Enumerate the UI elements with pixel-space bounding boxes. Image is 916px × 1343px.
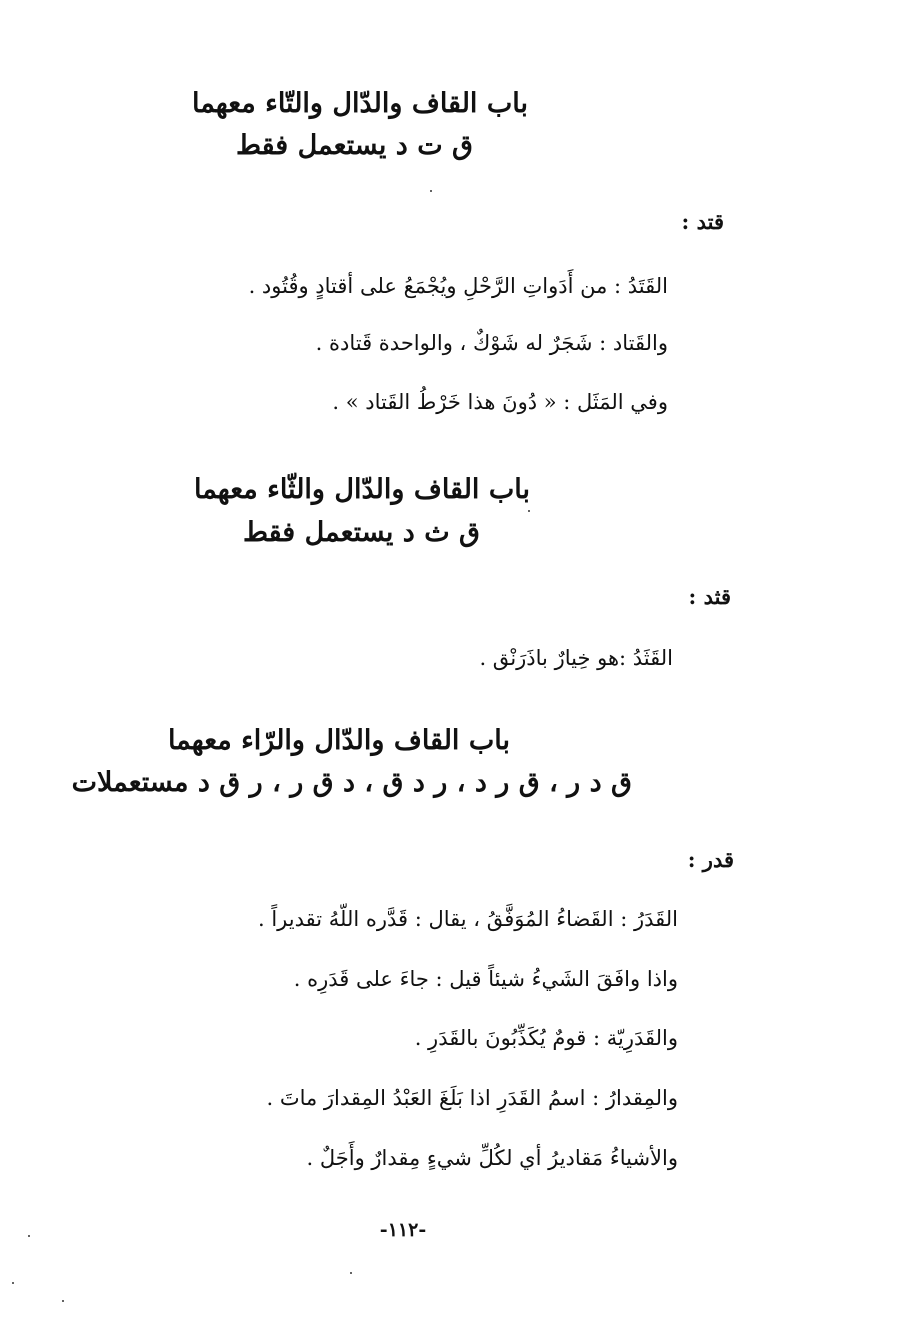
scan-speck — [350, 1272, 352, 1274]
entry-line: القَثَدُ :هو خِيارٌ باذَرَنْق . — [479, 646, 673, 670]
section-subheading: ق ت د يستعمل فقط — [235, 130, 473, 161]
entry-line: القَتَدُ : من أَدَواتِ الرَّحْلِ ويُجْمَعُ على أقتادٍ وقُتُود . — [248, 274, 668, 298]
scan-speck — [528, 510, 530, 512]
section-subheading: ق ث د يستعمل فقط — [242, 517, 480, 548]
entry-line: والقَتاد : شَجَرٌ له شَوْكٌ ، والواحدة قَتادة . — [315, 331, 668, 355]
entry-line: والأشياءُ مَقاديرُ أي لكُلِّ شيءٍ مِقدارٌ وأَجَلٌ . — [306, 1146, 678, 1170]
page-number: -١١٢- — [379, 1219, 427, 1241]
scan-speck — [12, 1282, 14, 1284]
entry-title: قثد : — [688, 584, 731, 609]
section-subheading: ق د ر ، ق ر د ، ر د ق ، د ق ر ، ر ق د مستعملات — [71, 767, 632, 798]
scan-speck — [28, 1235, 30, 1237]
entry-line: القَدَرُ : القَضاءُ المُوَفَّقُ ، يقال : قَدَّره اللّهُ تقديراً . — [257, 907, 678, 931]
entry-title: قدر : — [687, 847, 734, 872]
entry-title: قتد : — [681, 209, 724, 234]
scan-speck — [430, 190, 432, 192]
entry-line: وفي المَثَل : « دُونَ هذا خَرْطُ القَتاد » . — [332, 390, 668, 414]
section-heading: باب القاف والدّال والرّاء معهما — [167, 725, 510, 756]
scan-speck — [62, 1300, 64, 1302]
entry-line: واذا وافَقَ الشَيءُ شيئاً قيل : جاءَ على قَدَرِه . — [293, 967, 678, 991]
entry-line: والقَدَرِيّة : قومٌ يُكَذِّبُونَ بالقَدَرِ . — [414, 1026, 678, 1050]
section-heading: باب القاف والدّال والتّاء معهما — [191, 88, 528, 119]
entry-line: والمِقدارُ : اسمُ القَدَرِ اذا بَلَغَ العَبْدُ المِقدارَ ماتَ . — [266, 1086, 678, 1110]
section-heading: باب القاف والدّال والثّاء معهما — [193, 474, 530, 505]
